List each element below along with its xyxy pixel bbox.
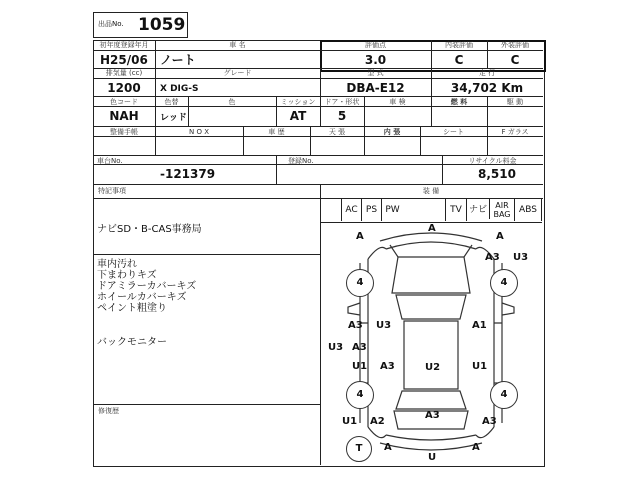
note-damage-1: 車内汚れ: [97, 259, 137, 270]
displacement-value: 1200: [107, 81, 141, 95]
damage-mark: A: [384, 442, 392, 453]
damage-mark: A2: [370, 416, 385, 427]
equipment-abs: ABS: [514, 199, 542, 221]
damage-mark: U: [428, 452, 437, 463]
model-name-value: ノート: [160, 53, 196, 67]
damage-mark: A3: [348, 320, 363, 331]
color-no-header: 色替: [164, 98, 179, 106]
inspection-header: 車 検: [389, 98, 406, 106]
damage-mark: A3: [380, 361, 395, 372]
damage-mark: U1: [342, 416, 358, 427]
transmission-value: AT: [289, 109, 307, 123]
drive-header: 駆 動: [506, 98, 524, 106]
spare-tire: T: [346, 436, 372, 462]
model-name-header: 車 名: [229, 41, 246, 49]
damage-mark: U2: [425, 362, 441, 373]
damage-mark: A3: [352, 342, 367, 353]
grade-value: X DIG-S: [160, 84, 199, 94]
score-value: 3.0: [364, 53, 387, 67]
equipment-navi: ナビ: [466, 199, 489, 221]
color-value: レッド: [160, 113, 187, 123]
note-damage-5: ペイント粗塗り: [97, 303, 167, 314]
damage-mark: A: [472, 442, 480, 453]
wheel-rear-right: 4: [490, 381, 518, 409]
equipment-row: [320, 199, 542, 222]
interior-trim-header: 内 張: [383, 128, 401, 136]
transmission-header: ミッション: [280, 98, 316, 106]
note-damage-3: ドアミラーカバーキズ: [97, 281, 197, 292]
equipment-ps: PS: [361, 199, 381, 221]
note-camera: バックモニター: [97, 337, 167, 348]
lot-number: 1059: [138, 15, 186, 35]
first-reg-header: 初年度登録年月: [99, 41, 149, 49]
model-code-header: 型 式: [367, 69, 384, 77]
interior-header: 内装評価: [445, 41, 473, 49]
equipment-ac: AC: [341, 199, 361, 221]
lot-number-label: 出品No.: [98, 20, 124, 28]
chassis-no-header: 車台No.: [97, 157, 123, 165]
wheel-front-right: 4: [490, 269, 518, 297]
damage-mark: U3: [376, 320, 392, 331]
equipment-pw: PW: [381, 199, 403, 221]
recycle-header: リサイクル料金: [468, 157, 517, 165]
roof-header: 天 張: [328, 128, 346, 136]
note-damage-2: 下まわりキズ: [97, 270, 157, 281]
remarks-header: 特記事項: [98, 187, 126, 195]
equipment-airbag: AIR BAG: [489, 199, 514, 219]
seat-header: シート: [443, 128, 464, 136]
damage-mark: A: [356, 231, 364, 242]
repair-header: 修復歴: [98, 407, 119, 415]
equipment-tv: TV: [445, 199, 466, 221]
grade-header: グレード: [223, 69, 252, 77]
interior-value: C: [454, 53, 464, 67]
doors-header: ドア・形状: [324, 98, 360, 106]
maintenance-header: 整備手帳: [110, 128, 138, 136]
score-header: 評価点: [365, 41, 386, 49]
mileage-header: 走 行: [478, 69, 496, 77]
exterior-value: C: [510, 53, 520, 67]
chassis-no-value: -121379: [160, 167, 216, 181]
doors-value: 5: [337, 109, 347, 123]
mileage-value: 34,702 Km: [450, 81, 524, 95]
damage-mark: A3: [485, 252, 500, 263]
nox-header: N O X: [189, 128, 209, 136]
damage-mark: A: [496, 231, 504, 242]
damage-mark: A3: [482, 416, 497, 427]
model-code-value: DBA-E12: [346, 81, 405, 95]
glass-header: F ガラス: [501, 128, 529, 136]
damage-mark: U3: [513, 252, 529, 263]
wheel-front-left: 4: [346, 269, 374, 297]
displacement-header: 排気量 (cc): [105, 69, 143, 77]
damage-mark: U1: [472, 361, 488, 372]
wheel-rear-left: 4: [346, 381, 374, 409]
damage-mark: A1: [472, 320, 487, 331]
color-code-header: 色コード: [110, 98, 138, 106]
equipment-header: 装 備: [422, 187, 440, 195]
damage-mark: U3: [328, 342, 344, 353]
fuel-header: 燃 料: [450, 98, 468, 106]
recycle-value: 8,510: [478, 167, 516, 181]
first-reg-value: H25/06: [100, 53, 148, 67]
color-code-value: NAH: [109, 109, 139, 123]
history-header: 車 歴: [268, 128, 285, 136]
damage-mark: A: [428, 223, 436, 234]
note-damage-4: ホイールカバーキズ: [97, 292, 187, 303]
lot-number-box: [93, 12, 188, 38]
reg-no-header: 登録No.: [288, 157, 314, 165]
exterior-header: 外装評価: [501, 41, 529, 49]
note-nav: ナビSD・B-CAS事務局: [97, 224, 202, 235]
damage-mark: A3: [425, 410, 440, 421]
damage-mark: U1: [352, 361, 368, 372]
color-header: 色: [228, 98, 236, 106]
